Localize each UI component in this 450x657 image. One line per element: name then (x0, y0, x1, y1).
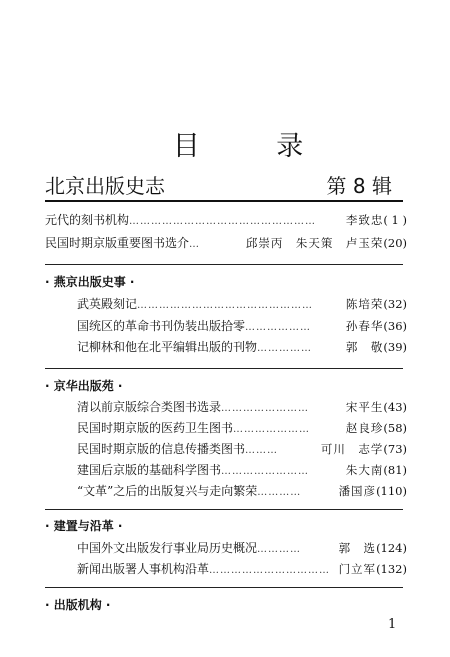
entry-title: 元代的刻书机构 (45, 213, 130, 227)
leader-dots: ………… (257, 544, 302, 555)
entry-title: 民国时期京版的信息传播类图书 (77, 442, 246, 456)
leader-dots: …………………… (221, 403, 310, 414)
entry-page: (73) (383, 442, 407, 456)
toc-entry[interactable] (77, 482, 407, 500)
leader-dots: ……………… (245, 322, 312, 333)
entry-author: 孙春华 (345, 319, 384, 333)
entry-page: (43) (383, 400, 407, 414)
entry-page: (39) (383, 340, 407, 354)
entry-page: (36) (383, 319, 407, 333)
divider (45, 368, 403, 369)
toc-entry[interactable] (77, 419, 407, 437)
divider (45, 509, 403, 510)
leader-dots: ……… (245, 445, 279, 456)
toc-entry[interactable] (77, 317, 407, 335)
toc-entry[interactable] (77, 295, 407, 313)
leader-dots: ………… (257, 487, 302, 498)
entry-title: 清以前京版综合类图书选录 (77, 400, 222, 414)
toc-entry[interactable] (77, 539, 407, 557)
section-heading: · 出版机构 · (45, 598, 111, 612)
entry-title: 民国时期京版重要图书选介 (45, 236, 190, 250)
toc-title: 目 录 (172, 131, 338, 162)
entry-page: (32) (383, 297, 407, 311)
leader-dots: …………… (257, 343, 313, 354)
entry-title: 中国外文出版发行事业局历史概况 (77, 541, 258, 555)
entry-title: 新闻出版署人事机构沿革 (77, 562, 210, 576)
entry-author: 门立军 (338, 562, 377, 576)
leader-dots: ………………… (233, 424, 311, 435)
page-number: 1 (388, 617, 397, 632)
entry-title: 记柳林和他在北平编辑出版的刊物 (77, 340, 258, 354)
section-heading: · 燕京出版史事 · (45, 275, 135, 289)
entry-author: 陈培荣 (345, 297, 384, 311)
leader-dots: …………………………………………… (129, 216, 317, 227)
entry-page: (132) (376, 562, 407, 576)
entry-page: (81) (383, 463, 407, 477)
entry-author: 郭 敬 (345, 340, 384, 354)
entry-page: (20) (383, 236, 407, 250)
leader-dots: …………………… (221, 466, 310, 477)
entry-page: (58) (383, 421, 407, 435)
toc-entry[interactable] (77, 398, 407, 416)
entry-author: 潘国彦 (338, 484, 377, 498)
issue-number: 第 8 辑 (326, 174, 392, 198)
entry-author: 赵良珍 (345, 421, 384, 435)
entry-title: 建国后京版的基础科学图书 (77, 463, 222, 477)
toc-entry[interactable] (77, 338, 407, 356)
leader-dots: … (189, 239, 201, 250)
entry-title: “文革”之后的出版复兴与走向繁荣 (77, 484, 258, 498)
leader-dots: …………………………… (209, 565, 331, 576)
entry-page: (124) (376, 541, 407, 555)
section-heading: · 京华出版苑 · (45, 379, 123, 393)
entry-author: 宋平生 (345, 400, 384, 414)
section-heading: · 建置与沿革 · (45, 519, 123, 533)
toc-entry[interactable] (77, 461, 407, 479)
entry-author: 可川 志学 (320, 442, 384, 456)
entry-author: 郭 选 (338, 541, 377, 555)
divider (45, 264, 403, 265)
entry-author: 李致忠 (345, 213, 384, 227)
toc-entry[interactable] (77, 560, 407, 578)
divider (45, 200, 403, 202)
entry-author: 朱大南 (345, 463, 384, 477)
entry-title: 民国时期京版的医药卫生图书 (77, 421, 234, 435)
toc-entry[interactable] (77, 440, 407, 458)
series-name: 北京出版史志 (45, 174, 165, 198)
entry-title: 武英殿刻记 (77, 297, 138, 311)
entry-page: (110) (376, 484, 407, 498)
entry-title: 国统区的革命书刊伪装出版拾零 (77, 319, 246, 333)
entry-author: 邱崇丙 朱天策 卢玉荣 (245, 236, 384, 250)
divider (45, 587, 403, 588)
toc-entry[interactable] (45, 234, 407, 252)
entry-page: ( 1 ) (383, 213, 407, 227)
toc-entry[interactable] (45, 211, 407, 229)
leader-dots: ………………………………………… (137, 300, 314, 311)
